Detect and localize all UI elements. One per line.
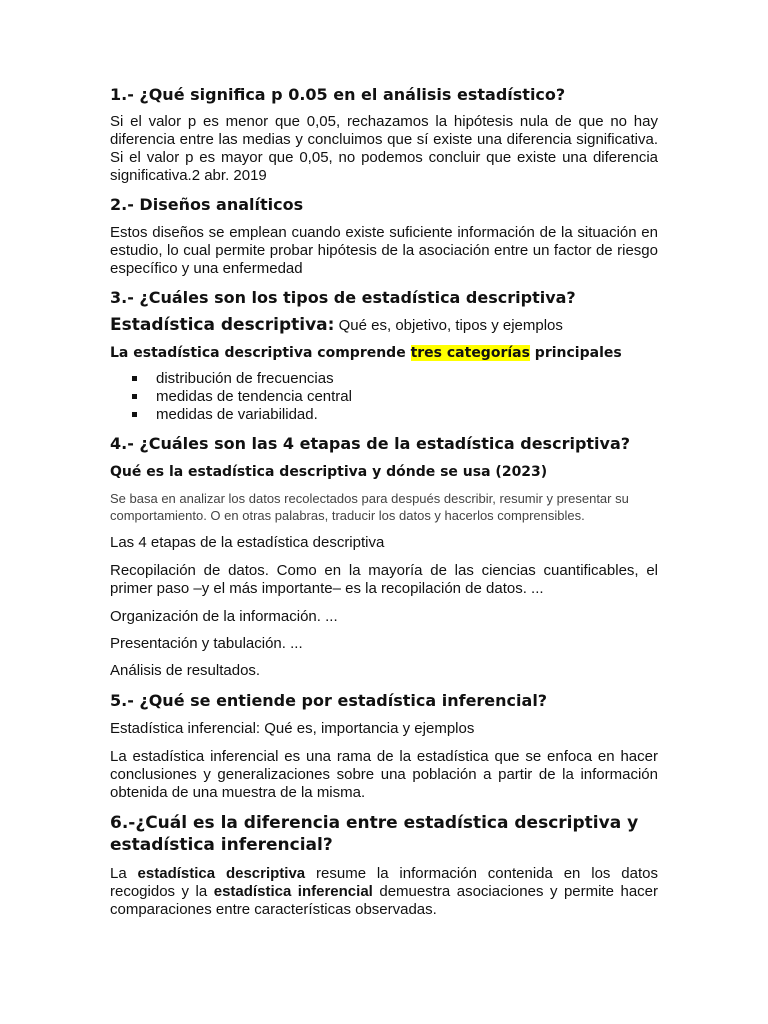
stage-2: Organización de la información. ... <box>110 608 338 625</box>
question-4-subheading: Qué es la estadística descriptiva y dónde se usa (2023) <box>110 464 548 480</box>
bullet-square-icon <box>132 376 137 381</box>
question-6-text-1: La <box>110 865 138 882</box>
bullet-square-icon <box>132 394 137 399</box>
descriptive-stats-subtitle <box>110 315 658 336</box>
categories-intro <box>110 344 658 362</box>
list-item-text: medidas de variabilidad. <box>156 406 318 423</box>
stages-title: Las 4 etapas de la estadística descriptiva <box>110 534 385 551</box>
question-6-heading-line-2: estadística inferencial? <box>110 835 333 855</box>
question-4-summary: Se basa en analizar los datos recolectados para después describir, resumir y presentar su comportamiento. O en otras palabras, traducir los datos y hacerlos comprensibles. <box>110 491 629 523</box>
highlighted-text: tres categorías <box>410 345 530 361</box>
question-6-text-3: demuestra asociaciones y permite hacer comparaciones entre características observadas. <box>110 883 659 918</box>
question-3-heading: 3.- ¿Cuáles son los tipos de estadística descriptiva? <box>110 288 576 307</box>
list-item-text: distribución de frecuencias <box>156 370 334 387</box>
question-5-answer: La estadística inferencial es una rama de la estadística que se enfoca en hacer conclusiones y generalizaciones sobre una población a partir de la información obtenida de una muestra de la misma. <box>110 748 658 801</box>
question-1-answer: Si el valor p es menor que 0,05, rechazamos la hipótesis nula de que no hay diferencia entre las medias y concluimos que sí existe una diferencia significativa. Si el valor p es mayor que 0,05, no podemos concluir que existe una diferencia significativa.2 abr. 2019 <box>110 113 658 184</box>
question-6-heading <box>110 812 658 856</box>
list-item-text: medidas de tendencia central <box>156 388 352 405</box>
question-6-text-2: resume la información contenida en los datos recogidos y la <box>110 865 658 900</box>
document-page <box>110 85 658 919</box>
term-inferential-stats: estadística inferencial <box>213 883 373 900</box>
descriptive-stats-subtitle-rest: Qué es, objetivo, tipos y ejemplos <box>334 317 563 334</box>
descriptive-stats-subtitle-bold: Estadística descriptiva: <box>110 315 335 335</box>
list-item <box>132 406 658 424</box>
question-5-subtitle: Estadística inferencial: Qué es, importancia y ejemplos <box>110 720 475 737</box>
term-descriptive-stats: estadística descriptiva <box>137 865 306 882</box>
categories-list <box>110 370 658 424</box>
bullet-square-icon <box>132 412 137 417</box>
stage-1: Recopilación de datos. Como en la mayoría de las ciencias cuantificables, el primer paso –y el más importante– es la recopilación de datos. ... <box>110 562 658 597</box>
list-item <box>132 388 658 406</box>
question-2-answer: Estos diseños se emplean cuando existe suficiente información de la situación en estudio, lo cual permite probar hipótesis de la asociación entre un factor de riesgo específico y una enfermedad <box>110 224 658 277</box>
categories-intro-after: principales <box>529 345 622 361</box>
stage-4: Análisis de resultados. <box>110 662 261 679</box>
question-1-heading: 1.- ¿Qué significa p 0.05 en el análisis estadístico? <box>110 85 566 104</box>
question-6-heading-line-1: 6.-¿Cuál es la diferencia entre estadística descriptiva y <box>110 813 639 833</box>
categories-intro-before: La estadística descriptiva comprende <box>110 345 411 361</box>
question-4-heading: 4.- ¿Cuáles son las 4 etapas de la estadística descriptiva? <box>110 434 631 453</box>
question-6-answer <box>110 865 658 919</box>
stage-3: Presentación y tabulación. ... <box>110 635 303 652</box>
question-2-heading: 2.- Diseños analíticos <box>110 195 304 214</box>
question-5-heading: 5.- ¿Qué se entiende por estadística inferencial? <box>110 691 548 710</box>
list-item <box>132 370 658 388</box>
